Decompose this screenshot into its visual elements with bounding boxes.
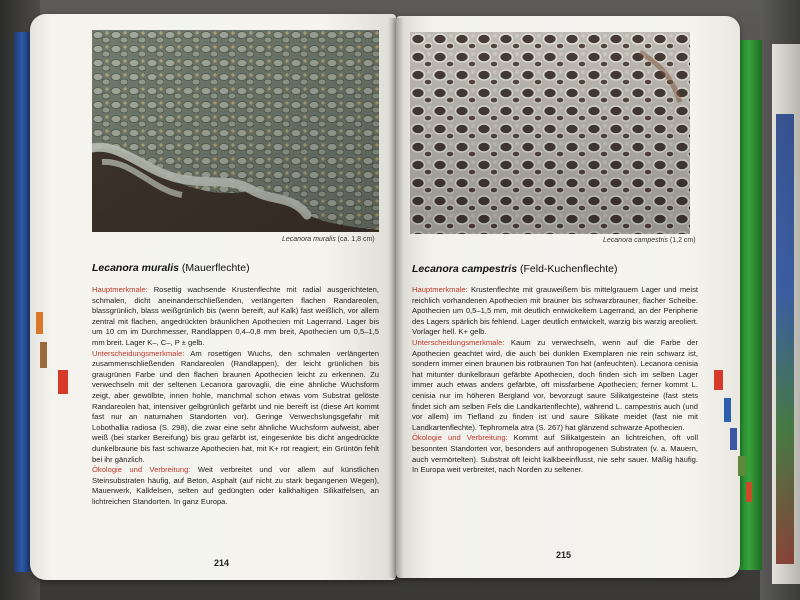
section-label-hauptmerkmale-right: Hauptmerkmale:	[412, 285, 468, 294]
species-heading-right	[412, 263, 617, 275]
page-tab-brown	[40, 342, 47, 368]
species-heading-left	[92, 262, 250, 274]
section-text-unterscheidung-right: Kaum zu verwechseln, wenn auf die Farbe der Apothecien geachtet wird, die auch bei dunklen Exemplaren nie rein schwarz ist, sondern immer einen braunen bis rotbraunen Ton hat (anfeuchten). Lecanora cenisia hat mitunter dunkelbraun gefärbte Apothecien, doch finden sich im selben Lager immer auch etwas anders gefärbte, oft missfarbene Apothecien; ferner kommt L. cenisia nur im höheren Bergland vor, bevorzugt saure Silikatgesteine (fast stets findet sich am selben Fels die Landkartenflechte), während L. campestris auch (und vor allem) im Tiefland zu finden ist und saure Silikate meidet (fast nie mit Landkartenflechte). Tephromela atra (S. 267) hat glänzend schwarze Apothecien.	[412, 337, 698, 432]
book-gutter	[388, 18, 404, 578]
section-text-unterscheidung-left: Am rosettigen Wuchs, den schmalen verlängerten zusammenschließenden Randareolen (Randlappen), der leicht grünlichen bis graugrünen Farbe und den flachen braunen Apothecien leicht zu erkennen. Zu verwechseln mit der seltenen Lecanora garovaglii, die eine ähnliche Wuchsform zeigt, aber gewölbte, innen hohle, manchmal schon etwas vom Substrat gelöste Randareolen hat, intensiver gelbgrünlich gefärbt und nie bereift ist (diese Art kommt fast nur an naturnahen Standorten vor). Geringe Verwechslungsgefahr mit Lobothallia radiosa (S. 298), die zwar eine sehr ähnliche Wuchsform aufweist, aber weiß (bei starker Bereifung) bis grau gefärbt ist, eingesenkte bis dicht angedrückte dunkelbraune bis fast schwarze Apothecien hat, mit K+ rot reagiert; ein Grüntön fehlt bei ihr gänzlich.	[92, 348, 379, 464]
caption-size-right: (1,2 cm)	[667, 237, 696, 244]
lichen-photo-lecanora-campestris	[410, 32, 690, 234]
species-description-left	[92, 285, 379, 507]
caption-species-left: Lecanora muralis	[282, 236, 336, 243]
adjacent-book-spine	[776, 114, 794, 564]
photo-caption-right	[603, 237, 696, 244]
section-text-oekologie-right: Kommt auf Silikatgestein an lichtreichen, oft voll besonnten Standorten vor, besonders auf anthropogenen Substraten (v. a. Mauern, auch vermörtelten). Substrat oft leicht kalkbeeinflusst, nie sehr sauer. Mäßig häufig. In Europa weit verbreitet, nach Norden zu seltener.	[412, 433, 699, 475]
page-tab-orange	[36, 312, 43, 334]
page-tab-green	[738, 456, 746, 476]
section-label-hauptmerkmale-left: Hauptmerkmale:	[92, 285, 148, 294]
section-text-hauptmerkmale-right: Krustenflechte mit grauweißem bis mittelgrauem Lager und meist reichlich vorhandenen Apothecien mit brauner bis schwarzbrauner, flacher Scheibe. Apothecien um 0,5–1,5 mm, mit deutlich entwickeltem Lagerrand, an der Peripherie des Lagers spärlich bis fehlend. Lager deutlich entwickelt, warzig bis warzig areoliert. Vorlager hell. K+ gelb.	[412, 285, 698, 337]
caption-species-right: Lecanora campestris	[603, 237, 668, 244]
page-tab-blue	[724, 398, 731, 422]
photo-caption-left	[282, 236, 375, 243]
section-label-unterscheidung-left: Unterscheidungsmerkmale:	[92, 348, 185, 358]
page-tab-darkblue	[730, 428, 737, 450]
page-tab-red-right	[714, 370, 723, 390]
species-description-right	[412, 285, 698, 476]
species-name-left: Lecanora muralis	[92, 262, 179, 274]
section-label-oekologie-left: Ökologie und Verbreitung:	[92, 465, 191, 475]
book-cover-left-edge	[14, 32, 30, 572]
section-text-hauptmerkmale-left: Rosettig wachsende Krustenflechte mit radial ausgerichteten, schmalen, dicht aneinanderschließenden, verlängerten flachen Randareolen, blassgrünlich, blass weißgrünlich bis (wenn bereift, auf Kalk) fast weißlich, vor allem zentral mit flachen, angedrückten bräunlichen Apothecien mit Lagerrand. Lager bis um 10 cm im Durchmesser, Randlappen 0,4–0,8 mm breit, Apothecien um 0,5–1,5 mm breit. Lager K–, C–, P ± gelb.	[92, 285, 379, 347]
common-name-left: (Mauerflechte)	[178, 262, 250, 274]
page-number-right: 215	[556, 550, 572, 560]
lichen-photo-lecanora-muralis	[92, 30, 379, 232]
page-number-left: 214	[214, 558, 230, 568]
page-tab-red-bottom	[746, 482, 752, 502]
section-label-unterscheidung-right: Unterscheidungsmerkmale:	[412, 337, 505, 347]
section-text-oekologie-left: Weit verbreitet und vor allem auf künstlichen Steinsubstraten häufig, auf Beton, Asphalt (auf nicht zu stark begangenen Wegen), Mauerwerk, Kalkfelsen, selten auf gedüngten oder kalkhaltigen Silikatfelsen, an lichtreichen Standorten. In ganz Europa.	[92, 465, 379, 506]
adjacent-book	[772, 44, 800, 584]
section-label-oekologie-right: Ökologie und Verbreitung:	[412, 433, 508, 443]
caption-size-left: (ca. 1,8 cm)	[335, 236, 375, 243]
page-tab-red-left	[58, 370, 68, 394]
common-name-right: (Feld-Kuchenflechte)	[517, 263, 618, 275]
species-name-right: Lecanora campestris	[412, 263, 518, 275]
